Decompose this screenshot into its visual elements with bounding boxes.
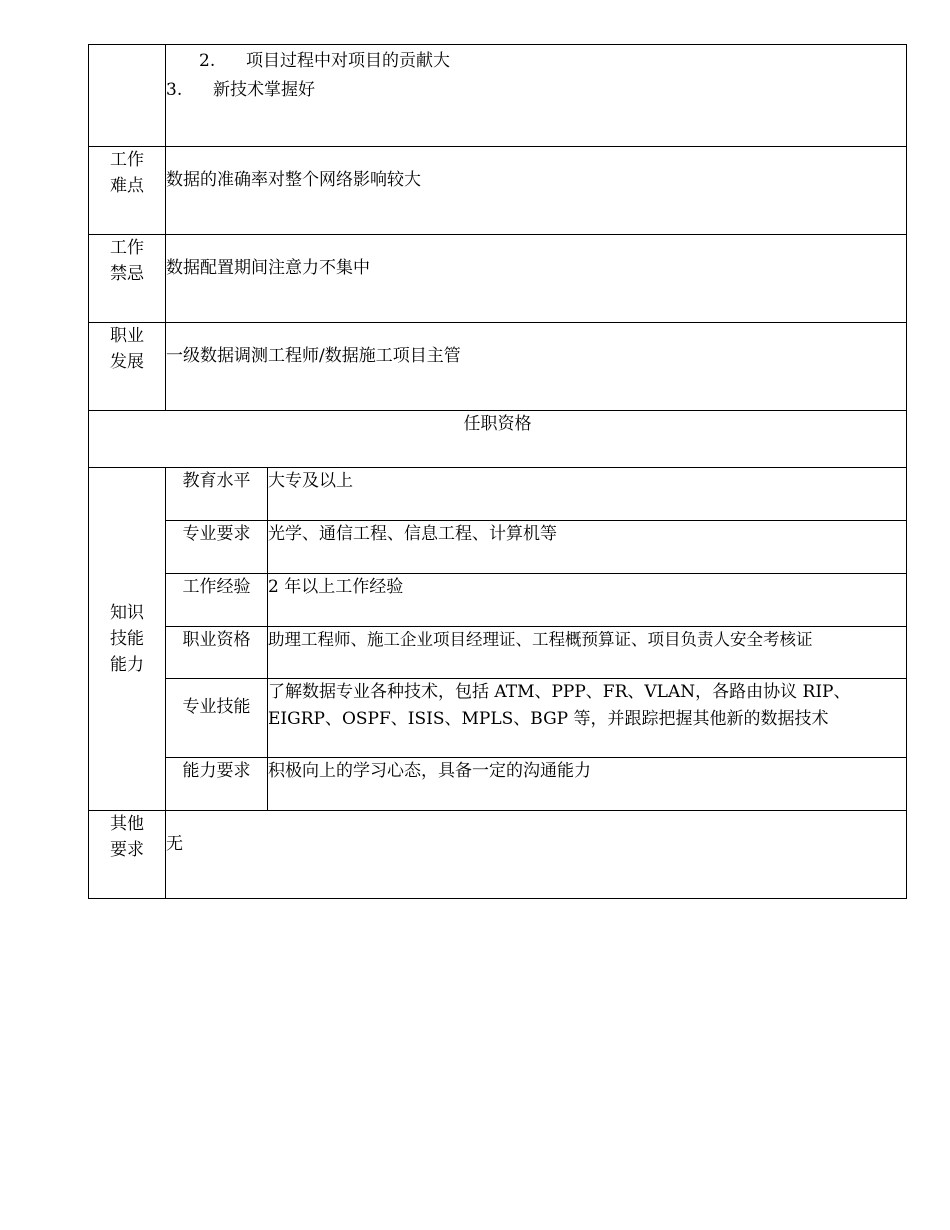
qualification-row [89, 574, 907, 627]
ability-label: 能力要求 [166, 758, 268, 811]
list-item-text: 新技术掌握好 [213, 80, 315, 100]
skills-value: 了解数据专业各种技术，包括 ATM、PPP、FR、VLAN，各路由协议 RIP、EIGRP、OSPF、ISIS、MPLS、BGP 等，并跟踪把握其他新的数据技术 [268, 679, 907, 758]
taboo-text: 数据配置期间注意力不集中 [166, 235, 907, 323]
experience-label: 工作经验 [166, 574, 268, 627]
contribution-content [166, 45, 907, 147]
difficulty-text: 数据的准确率对整个网络影响较大 [166, 147, 907, 235]
label-line: 难点 [110, 176, 144, 196]
other-row [89, 811, 907, 899]
label-line: 知识 [110, 603, 144, 623]
label-line: 职业 [110, 326, 144, 346]
career-row [89, 323, 907, 411]
qualification-row [89, 521, 907, 574]
major-value: 光学、通信工程、信息工程、计算机等 [268, 521, 907, 574]
list-item-text: 项目过程中对项目的贡献大 [246, 51, 450, 71]
label-line: 禁忌 [110, 264, 144, 284]
taboo-label [89, 235, 166, 323]
list-item [166, 76, 906, 104]
career-label [89, 323, 166, 411]
label-line: 发展 [110, 352, 144, 372]
list-item-number: 3. [166, 80, 183, 100]
label-line: 其他 [110, 814, 144, 834]
other-label [89, 811, 166, 899]
label-line: 工作 [110, 238, 144, 258]
qualifications-title-row [89, 411, 907, 468]
qualification-row [89, 758, 907, 811]
skills-label: 专业技能 [166, 679, 268, 758]
label-line: 能力 [110, 655, 144, 675]
education-label: 教育水平 [166, 468, 268, 521]
job-description-table [88, 44, 907, 899]
other-text: 无 [166, 811, 907, 899]
major-label: 专业要求 [166, 521, 268, 574]
contribution-row [89, 45, 907, 147]
label-line: 要求 [110, 840, 144, 860]
difficulty-row [89, 147, 907, 235]
qualification-row [89, 468, 907, 521]
certification-value: 助理工程师、施工企业项目经理证、工程概预算证、项目负责人安全考核证 [268, 627, 907, 679]
difficulty-label [89, 147, 166, 235]
list-item-number: 2. [199, 51, 216, 71]
certification-label: 职业资格 [166, 627, 268, 679]
taboo-row [89, 235, 907, 323]
label-line: 技能 [110, 629, 144, 649]
qualification-row [89, 627, 907, 679]
knowledge-skills-label [89, 468, 166, 811]
education-value: 大专及以上 [268, 468, 907, 521]
qualification-row [89, 679, 907, 758]
label-line: 工作 [110, 150, 144, 170]
list-item [166, 47, 906, 75]
contribution-label-cell [89, 45, 166, 147]
section-title: 任职资格 [89, 411, 907, 468]
ability-value: 积极向上的学习心态，具备一定的沟通能力 [268, 758, 907, 811]
career-text: 一级数据调测工程师/数据施工项目主管 [166, 323, 907, 411]
experience-value: 2 年以上工作经验 [268, 574, 907, 627]
